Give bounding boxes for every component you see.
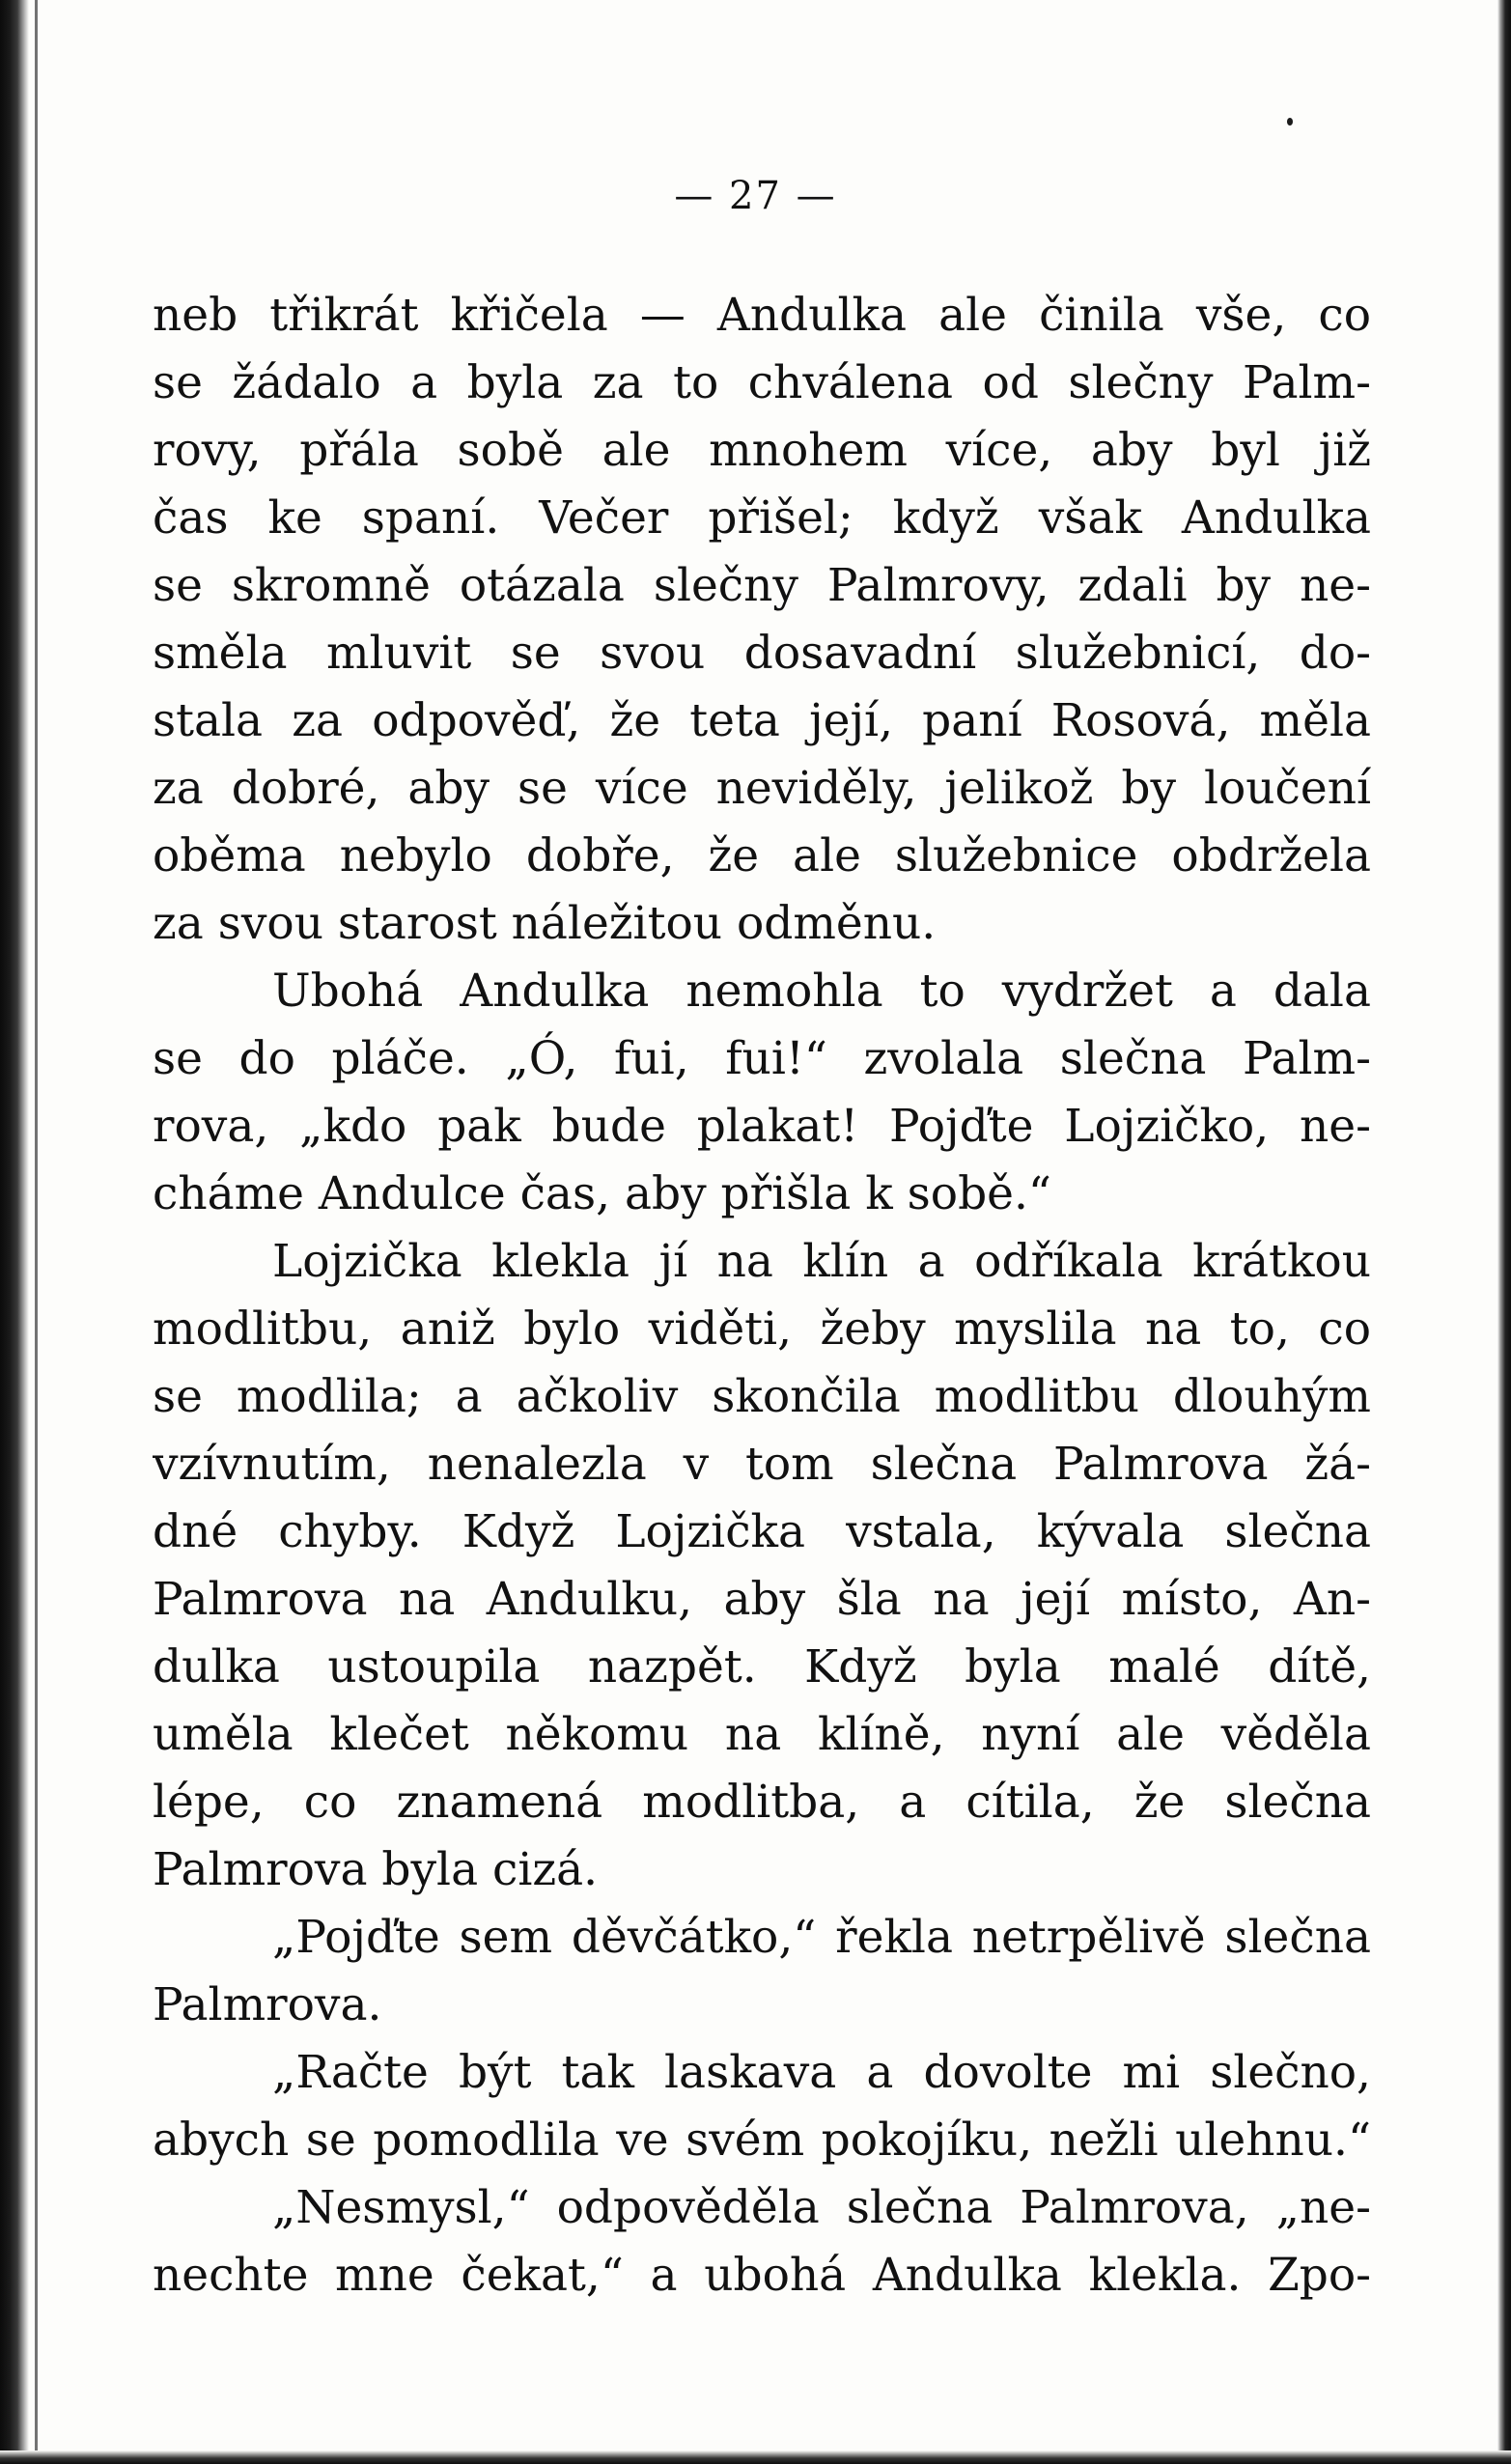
page-number: — 27 — [674, 174, 837, 218]
page-edge-bottom [0, 2450, 1511, 2464]
body-text [153, 282, 1371, 2310]
text-line: za dobré, aby se více neviděly, jelikož by loučení [153, 762, 1371, 815]
text-line: lépe, co znamená modlitba, a cítila, že slečna [153, 1776, 1371, 1829]
text-line: rova, „kdo pak bude plakat! Pojďte Lojzičko, ne- [153, 1100, 1371, 1153]
text-line: cháme Andulce čas, aby přišla k sobě.“ [153, 1167, 1051, 1220]
text-line: rovy, přála sobě ale mnohem více, aby byl již [153, 424, 1371, 477]
text-line: směla mluvit se svou dosavadní služebnicí, do- [153, 627, 1371, 680]
text-line: „Račte být tak laskava a dovolte mi slečno, [272, 2046, 1371, 2099]
text-line: Palmrova. [153, 1978, 382, 2031]
text-line: Palmrova na Andulku, aby šla na její místo, An- [153, 1573, 1371, 1626]
text-line: „Nesmysl,“ odpověděla slečna Palmrova, „ne- [272, 2181, 1371, 2234]
text-line: Lojzička klekla jí na klín a odříkala krátkou [272, 1235, 1371, 1288]
page-binding-line [35, 0, 38, 2464]
text-line: stala za odpověď, že teta její, paní Rosová, měla [153, 694, 1371, 747]
ink-speck [1287, 118, 1293, 126]
text-line: dné chyby. Když Lojzička vstala, kývala slečna [153, 1505, 1371, 1558]
text-line: se modlila; a ačkoliv skončila modlitbu dlouhým [153, 1370, 1371, 1423]
text-line: modlitbu, aniž bylo viděti, žeby myslila na to, co [153, 1302, 1371, 1356]
text-line: abych se pomodlila ve svém pokojíku, nežli ulehnu.“ [153, 2114, 1371, 2167]
page-edge-right [1497, 0, 1511, 2464]
text-line: Ubohá Andulka nemohla to vydržet a dala [272, 965, 1371, 1018]
page-edge-left [0, 0, 29, 2464]
text-line: „Pojďte sem děvčátko,“ řekla netrpělivě slečna [272, 1911, 1371, 1964]
text-line: neb třikrát křičela — Andulka ale činila vše, co [153, 289, 1371, 342]
text-line: dulka ustoupila nazpět. Když byla malé dítě, [153, 1640, 1371, 1694]
text-line: oběma nebylo dobře, že ale služebnice obdržela [153, 829, 1371, 882]
text-line: čas ke spaní. Večer přišel; když však Andulka [153, 491, 1371, 545]
text-line: vzívnutím, nenalezla v tom slečna Palmrova žá- [153, 1438, 1371, 1491]
text-line: za svou starost náležitou odměnu. [153, 897, 937, 950]
text-line: se skromně otázala slečny Palmrovy, zdali by ne- [153, 559, 1371, 612]
text-line: nechte mne čekat,“ a ubohá Andulka klekla. Zpo- [153, 2249, 1371, 2302]
text-line: se do pláče. „Ó, fui, fui!“ zvolala slečna Palm- [153, 1032, 1371, 1085]
text-line: Palmrova byla cizá. [153, 1843, 599, 1896]
text-line: uměla klečet někomu na klíně, nyní ale věděla [153, 1708, 1371, 1761]
text-line: se žádalo a byla za to chválena od slečny Palm- [153, 356, 1371, 409]
